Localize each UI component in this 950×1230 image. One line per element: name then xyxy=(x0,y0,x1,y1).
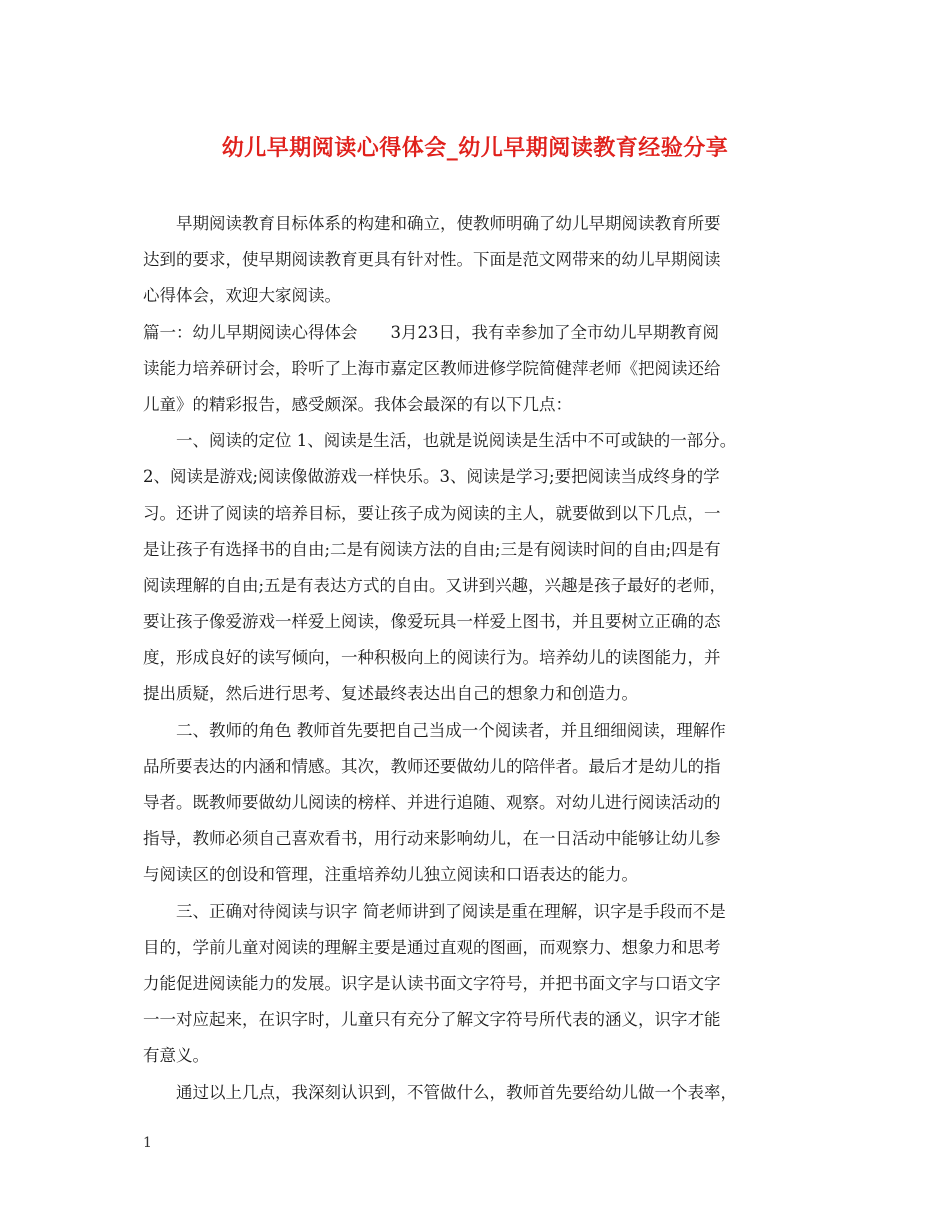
body-line: 品所要表达的内涵和情感。其次，教师还要做幼儿的陪伴者。最后才是幼儿的指 xyxy=(143,756,721,776)
body-line: 目的，学前儿童对阅读的理解主要是通过直观的图画，而观察力、想象力和思考 xyxy=(143,937,721,957)
body-line: 2、阅读是游戏;阅读像做游戏一样快乐。3、阅读是学习;要把阅读当成终身的学 xyxy=(143,467,720,487)
body-line: 心得体会，欢迎大家阅读。 xyxy=(143,286,341,306)
body-line: 通过以上几点，我深刻认识到，不管做什么，教师首先要给幼儿做一个表率， xyxy=(143,1082,737,1102)
body-line: 提出质疑，然后进行思考、复述最终表达出自己的想象力和创造力。 xyxy=(143,684,638,704)
body-line: 阅读理解的自由;五是有表达方式的自由。又讲到兴趣，兴趣是孩子最好的老师， xyxy=(143,575,727,595)
body-line: 达到的要求，使早期阅读教育更具有针对性。下面是范文网带来的幼儿早期阅读 xyxy=(143,250,721,270)
document-title: 幼儿早期阅读心得体会_幼儿早期阅读教育经验分享 xyxy=(221,135,729,161)
body-line: 要让孩子像爱游戏一样爱上阅读，像爱玩具一样爱上图书，并且要树立正确的态 xyxy=(143,612,721,632)
body-line: 读能力培养研讨会，聆听了上海市嘉定区教师进修学院简健萍老师《把阅读还给 xyxy=(143,358,721,378)
body-line: 是让孩子有选择书的自由;二是有阅读方法的自由;三是有阅读时间的自由;四是有 xyxy=(143,539,721,559)
body-line: 一、阅读的定位 1、阅读是生活，也就是说阅读是生活中不可或缺的一部分。 xyxy=(143,431,737,451)
body-line: 与阅读区的创设和管理，注重培养幼儿独立阅读和口语表达的能力。 xyxy=(143,865,638,885)
page-number: 1 xyxy=(143,1135,152,1151)
body-line: 儿童》的精彩报告，感受颇深。我体会最深的有以下几点： xyxy=(143,394,572,414)
body-line: 二、教师的角色 教师首先要把自己当成一个阅读者，并且细细阅读，理解作 xyxy=(143,720,726,740)
body-line: 有意义。 xyxy=(143,1046,209,1066)
body-line: 早期阅读教育目标体系的构建和确立，使教师明确了幼儿早期阅读教育所要 xyxy=(143,214,721,233)
body-line: 导者。既教师要做幼儿阅读的榜样、并进行追随、观察。对幼儿进行阅读活动的 xyxy=(143,793,721,812)
body-line: 三、正确对待阅读与识字 简老师讲到了阅读是重在理解，识字是手段而不是 xyxy=(143,901,726,921)
document-body xyxy=(143,206,843,1111)
body-line: 度，形成良好的读写倾向，一种积极向上的阅读行为。培养幼儿的读图能力，并 xyxy=(143,648,721,668)
body-line: 力能促进阅读能力的发展。识字是认读书面文字符号，并把书面文字与口语文字 xyxy=(143,973,721,993)
body-line: 习。还讲了阅读的培养目标，要让孩子成为阅读的主人，就要做到以下几点，一 xyxy=(143,503,721,523)
body-line: 指导，教师必须自己喜欢看书，用行动来影响幼儿，在一日活动中能够让幼儿参 xyxy=(143,829,721,849)
body-line: 一一对应起来，在识字时，儿童只有充分了解文字符号所代表的涵义，识字才能 xyxy=(143,1010,721,1030)
body-line: 篇一：幼儿早期阅读心得体会 3月23日，我有幸参加了全市幼儿早期教育阅 xyxy=(143,322,719,342)
